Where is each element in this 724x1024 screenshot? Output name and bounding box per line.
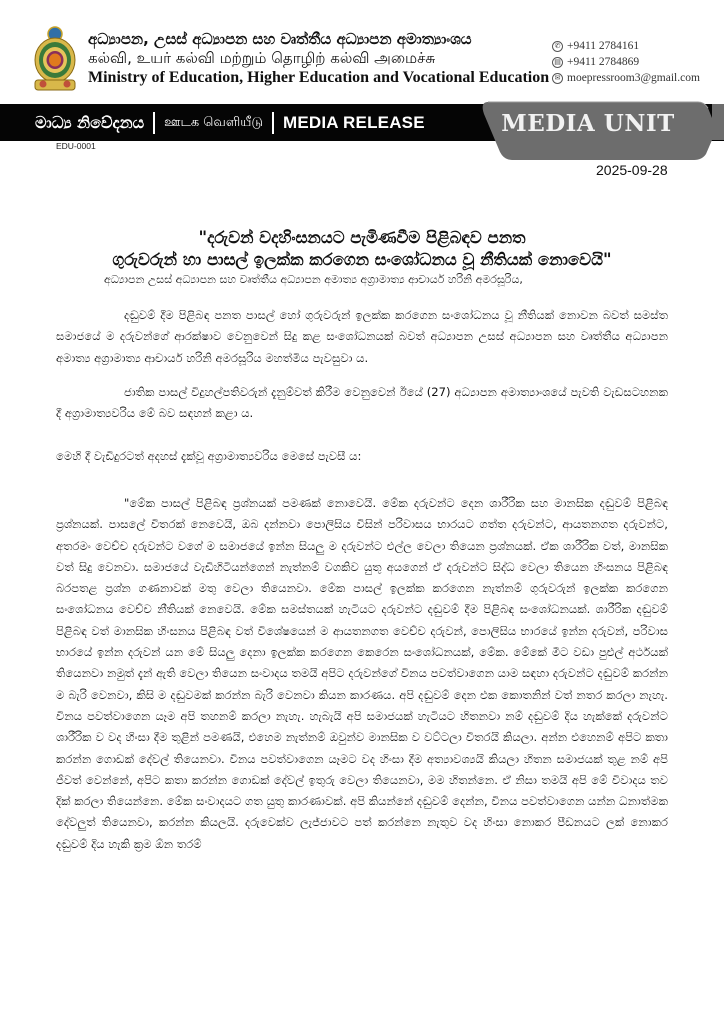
letterhead: [0, 0, 724, 100]
media-release-labels: [35, 104, 425, 141]
media-release-label-sinhala: මාධ්‍ය නිවේදනය: [35, 112, 145, 132]
divider: [153, 112, 155, 134]
reference-number: EDU-0001: [56, 141, 96, 151]
phone-number: +9411 2784161: [567, 40, 640, 52]
ministry-name-tamil: கல்வி, உயர் கல்வி மற்றும் தொழிற் கல்வி அமைச்சு: [88, 49, 436, 67]
body-paragraph: [56, 382, 668, 425]
media-release-label-english: MEDIA RELEASE: [282, 112, 425, 132]
release-date: 2025-09-28: [596, 162, 668, 178]
ministry-name-english: Ministry of Education, Higher Education and Vocational Education: [88, 69, 550, 86]
contact-email: [552, 70, 700, 86]
paragraph-text: මෙහි දී වැඩිදුරටත් අදහස් දැක්වූ අග්‍රාමාත්‍යවරිය මෙසේ පැවසී ය:: [56, 449, 362, 463]
contact-info: [552, 38, 700, 86]
paragraph-text: දඬුවම් දීම පිළිබඳ පනත පාසල් හෝ ගුරුවරුන් ඉලක්ක කරගෙන සංශෝධනය වූ නීතියක් නොවන බවත් සමස්ත සමාජයේ ම දරුවන්ගේ ආරක්ෂාව වෙනුවෙන් සිදු කළ සංශෝධනයක් බවත් අධ්‍යාපන උසස් අධ්‍යාපන සහ වෘත්තීය අධ්‍යාපන අමාත්‍ය අග්‍රාමාත්‍ය ආචාර්ය හරිනි අමරසූරිය මහත්මිය පැවසුවා ය.: [56, 308, 668, 365]
sri-lanka-emblem-icon: [33, 26, 77, 92]
media-release-label-tamil: ஊடக வெளியீடு: [164, 114, 263, 130]
contact-phone: [552, 38, 700, 54]
phone-icon: ✆: [552, 41, 563, 52]
headline-attribution: අධ්‍යාපන උසස් අධ්‍යාපන සහ වෘත්තීය අධ්‍යාපන අමාත්‍ය අග්‍රාමාත්‍ය ආචාර්ය හරිනි අමරසූරිය,: [104, 273, 523, 286]
fax-number: +9411 2784869: [567, 56, 640, 68]
media-unit-label: MEDIA UNIT: [501, 110, 675, 137]
headline-line-2: ගුරුවරුන් හා පාසල් ඉලක්ක කරගෙන සංශෝධනය වූ නීතියක් නොවෙයි": [112, 250, 612, 269]
paragraph-text: ජාතික පාසල් විදුහල්පතිවරුන් දැනුම්වත් කිරීම වෙනුවෙන් ඊයේ (27) අධ්‍යාපන අමාත්‍යාංශයේ පැවති වැඩසටහනක දී අග්‍රාමාත්‍යවරිය මේ බව සඳහන් කළා ය.: [56, 385, 668, 421]
paragraph-text: "මේක පාසල් පිළිබඳ ප්‍රශ්නයක් පමණක් නොවෙයි. මේක දරුවන්ට දෙන ශාරීරික සහ මානසික දඬුවම් පිළිබඳ ප්‍රශ්නයක්. පාසලේ විතරක් නෙවෙයි, ඔබ දන්නවා පොලිසිය විසින් පරිවාසය භාරයට ගත්ත දරුවන්ට, ආයතනගත දරුවන්ට, අතරමං වෙච්ච දරුවන්ට වගේ ම සමාජයේ ඉන්න සියලු ම දරුවන්ට එල්ල වෙලා තියෙන ප්‍රශ්නයක්. ඒක ශාරීරික වත්, මානසික වත් සිදු වෙනවා. සමාජයේ වැඩිහිටියන්ගෙන් නැත්නම් වගකිව යුතු අයගෙන් ඒ දරුවන්ට සිද්ධ වෙලා තියෙන හිංසනය පිළිබඳ බරපතළ ප්‍රශ්න ගණනාවක් මතු වෙලා තියෙනවා. මේක පාසල් ඉලක්ක කරගෙන නැත්නම් ගුරුවරුන් ඉලක්ක කරගෙන සංශෝධනය වෙච්ච නීතියක් නෙවෙයි. මේක සමස්තයක් හැටියට දරුවන්ට දඬුවම් දීම පිළිබඳ සංශෝධනයක්. ශාරීරික දඬුවම් පිළිබඳ වත් මානසික හිංසනය පිළිබඳ වත් විශේෂයෙන් ම ආයතනගත වෙච්ච දරුවන්, පොලිසිය භාරයේ ඉන්න දරුවන්, පරිවාස භාරයේ ඉන්න දරුවන් යන මේ සියලු දෙනා ඉලක්ක කරගෙන කෙරෙන සංශෝධනයක්, මේක. මේකේ මීට වඩා පුළුල් අර්ථයක් තියෙනවා නමුත් දැන් ඇති වෙලා තියෙන සංවාදය තමයි අපිට දරුවන්ගේ විනය පවත්වාගෙන යාම සඳහා දරුවන්ට දඬුවම් කරන්න ම බැරි වෙනවා, කිසි ම දඬුවමක් කරන්න බැරි වෙනවා කියන කාරණය. අපි දඬුවම් දෙන එක කොතනින් වත් නතර කරලා නැහැ. විනය පවත්වාගෙන යෑම අපි තහනම් කරලා නැහැ. හැබැයි අපි සමාජයක් හැටියට හිතනවා නම් දඬුවම් දිය හැක්කේ දරුවන්ට ශාරීරික ව වද හිංසා දීම තුළින් පමණයි, එහෙම නැත්නම් ඔවුන්ව මානසික ව වට්ටලා විතරයි කියලා. අන්න එහෙනම් අපිට කතා කරන්න ගොඩක් දේවල් තියෙනවා. විනය පවත්වාගෙන යෑමට වද හිංසා දීම අත්‍යාවශ්‍යයි කියලා හිතන සමාජයක් තුළ නම් අපි ජීවත් වෙන්නේ, අපිට කතා කරන්න ගොඩක් දේවල් ඉතුරු වෙලා තියෙනවා, මම හිතන්නෙ. ඒ නිසා තමයි අපි මේ විවාදය තව දික් කරලා තියෙන්නෙ. මේක සංවාදයට ගත යුතු කාරණාවක්. අපි කියන්නේ දඬුවම් දෙන්න, විනය පවත්වාගෙන යන්න ධනාත්මක දේවලුත් තියෙනවා, කරන්න කියලයි. දරුවෙක්ව ලැජ්ජාවට පත් කරන්නෙ නැතුව වද හිංසා නොකර පීඩනයට ලක් නොකර දඬුවම් දිය හැකි ක්‍රම ඕන තරම්: [56, 496, 668, 851]
contact-fax: [552, 54, 700, 70]
body-paragraph: [56, 305, 668, 369]
email-icon: ✉: [552, 73, 563, 84]
email-address[interactable]: moepressroom3@gmail.com: [567, 72, 700, 84]
fax-icon: ▤: [552, 57, 563, 68]
ministry-name-sinhala: අධ්‍යාපන, උසස් අධ්‍යාපන සහ වෘත්තීය අධ්‍යාපන අමාත්‍යාංශය: [88, 30, 472, 48]
ministry-name: [88, 30, 549, 88]
quote-paragraph: [56, 493, 668, 855]
headline-line-1: "දරුවන් වදහිංසනයට පැමිණවීම පිළිබඳව පනත: [198, 228, 526, 247]
body-paragraph: [56, 446, 668, 467]
divider: [272, 112, 274, 134]
